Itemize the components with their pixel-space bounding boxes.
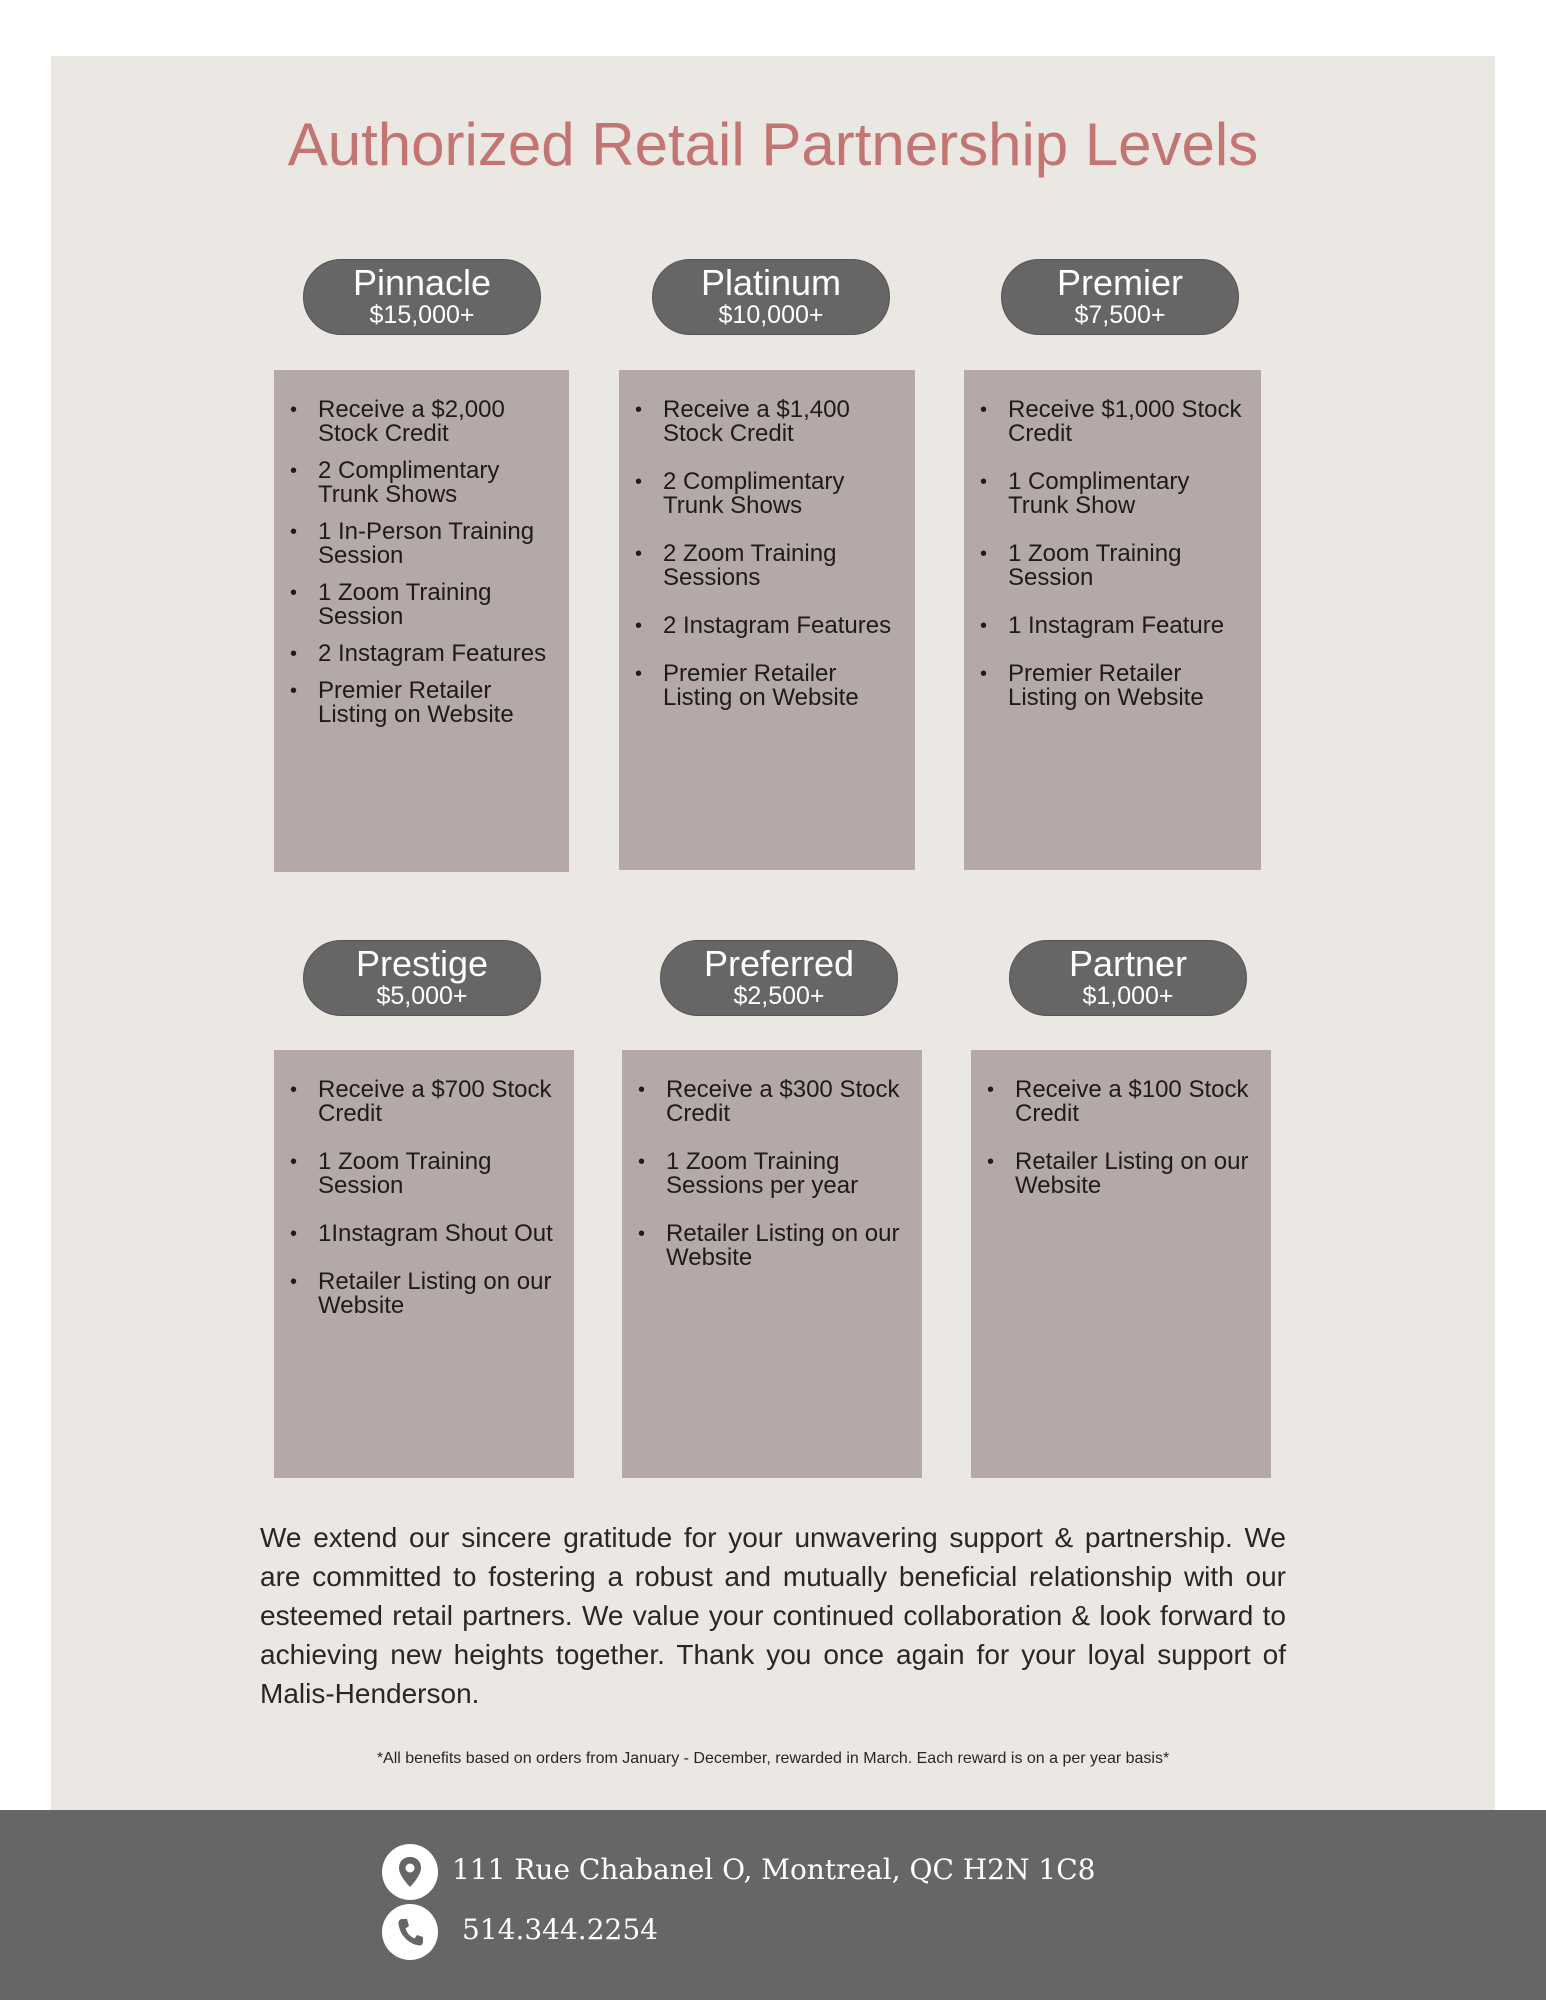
benefit-item: • 2 Instagram Features xyxy=(663,614,909,638)
level-pill-preferred xyxy=(660,940,898,1016)
level-price: $7,500+ xyxy=(1074,301,1166,329)
benefit-item: • 2 Complimentary Trunk Shows xyxy=(318,459,563,507)
benefit-item: • 1 Instagram Feature xyxy=(1008,614,1255,638)
location-pin-icon xyxy=(382,1844,438,1900)
phone-icon xyxy=(382,1904,438,1960)
benefit-item: • 1 Zoom Training Session xyxy=(318,1150,568,1198)
level-price: $1,000+ xyxy=(1082,982,1174,1010)
benefit-item: • Receive a $300 Stock Credit xyxy=(666,1078,916,1126)
level-name: Pinnacle xyxy=(352,262,492,303)
benefit-item: • Receive a $2,000 Stock Credit xyxy=(318,398,563,446)
phone-text: 514.344.2254 xyxy=(462,1913,658,1946)
benefits-list xyxy=(318,398,563,727)
benefits-card-premier xyxy=(964,370,1261,870)
benefit-item: • Retailer Listing on our Website xyxy=(318,1270,568,1318)
level-pill-platinum xyxy=(652,259,890,335)
benefits-list xyxy=(1015,1078,1265,1198)
level-name: Premier xyxy=(1056,262,1184,303)
benefits-card-pinnacle xyxy=(274,370,569,872)
benefits-card-partner xyxy=(971,1050,1271,1478)
benefit-item: • Premier Retailer Listing on Website xyxy=(1008,662,1255,710)
level-price: $5,000+ xyxy=(376,982,468,1010)
level-pill-partner xyxy=(1009,940,1247,1016)
benefit-item: • 2 Instagram Features xyxy=(318,642,563,666)
benefit-item: • Retailer Listing on our Website xyxy=(1015,1150,1265,1198)
level-name: Preferred xyxy=(703,943,855,984)
benefit-item: • 1 Zoom Training Sessions per year xyxy=(666,1150,916,1198)
benefit-item: • 1 Zoom Training Session xyxy=(1008,542,1255,590)
benefit-item: • Receive $1,000 Stock Credit xyxy=(1008,398,1255,446)
address-text: 111 Rue Chabanel O, Montreal, QC H2N 1C8 xyxy=(452,1853,1096,1886)
benefit-item: • Receive a $700 Stock Credit xyxy=(318,1078,568,1126)
level-price: $10,000+ xyxy=(718,301,824,329)
contact-footer xyxy=(0,1810,1546,2000)
benefit-item: • Premier Retailer Listing on Website xyxy=(318,679,563,727)
benefit-item: • Receive a $100 Stock Credit xyxy=(1015,1078,1265,1126)
benefits-card-platinum xyxy=(619,370,915,870)
benefit-item: • 1 In-Person Training Session xyxy=(318,520,563,568)
level-pill-premier xyxy=(1001,259,1239,335)
level-price: $15,000+ xyxy=(369,301,475,329)
level-name: Prestige xyxy=(355,943,489,984)
thank-you-paragraph: We extend our sincere gratitude for your unwavering support & partnership. We are committed to fostering a robust and mutually beneficial relationship with our esteemed retail partners. We value your continued collaboration & look forward to achieving new heights together. Thank you once again for your loyal support of Malis-Henderson. xyxy=(260,1522,1286,1709)
page-title: Authorized Retail Partnership Levels xyxy=(287,111,1259,178)
level-price: $2,500+ xyxy=(733,982,825,1010)
benefits-card-prestige xyxy=(274,1050,574,1478)
benefits-list xyxy=(1008,398,1255,710)
benefit-item: • Retailer Listing on our Website xyxy=(666,1222,916,1270)
benefit-item: • 2 Zoom Training Sessions xyxy=(663,542,909,590)
level-pill-prestige xyxy=(303,940,541,1016)
benefits-card-preferred xyxy=(622,1050,922,1478)
benefits-list xyxy=(666,1078,916,1270)
benefit-item: • Premier Retailer Listing on Website xyxy=(663,662,909,710)
benefit-item: • 2 Complimentary Trunk Shows xyxy=(663,470,909,518)
benefit-item: • 1 Complimentary Trunk Show xyxy=(1008,470,1255,518)
benefit-item: • Receive a $1,400 Stock Credit xyxy=(663,398,909,446)
benefits-list xyxy=(318,1078,568,1318)
benefit-item: • 1Instagram Shout Out xyxy=(318,1222,568,1246)
benefits-list xyxy=(663,398,909,710)
benefits-footnote: *All benefits based on orders from January - December, rewarded in March. Each reward is on a per year basis* xyxy=(376,1750,1170,1767)
level-name: Platinum xyxy=(700,262,842,303)
benefit-item: • 1 Zoom Training Session xyxy=(318,581,563,629)
level-name: Partner xyxy=(1068,943,1188,984)
level-pill-pinnacle xyxy=(303,259,541,335)
